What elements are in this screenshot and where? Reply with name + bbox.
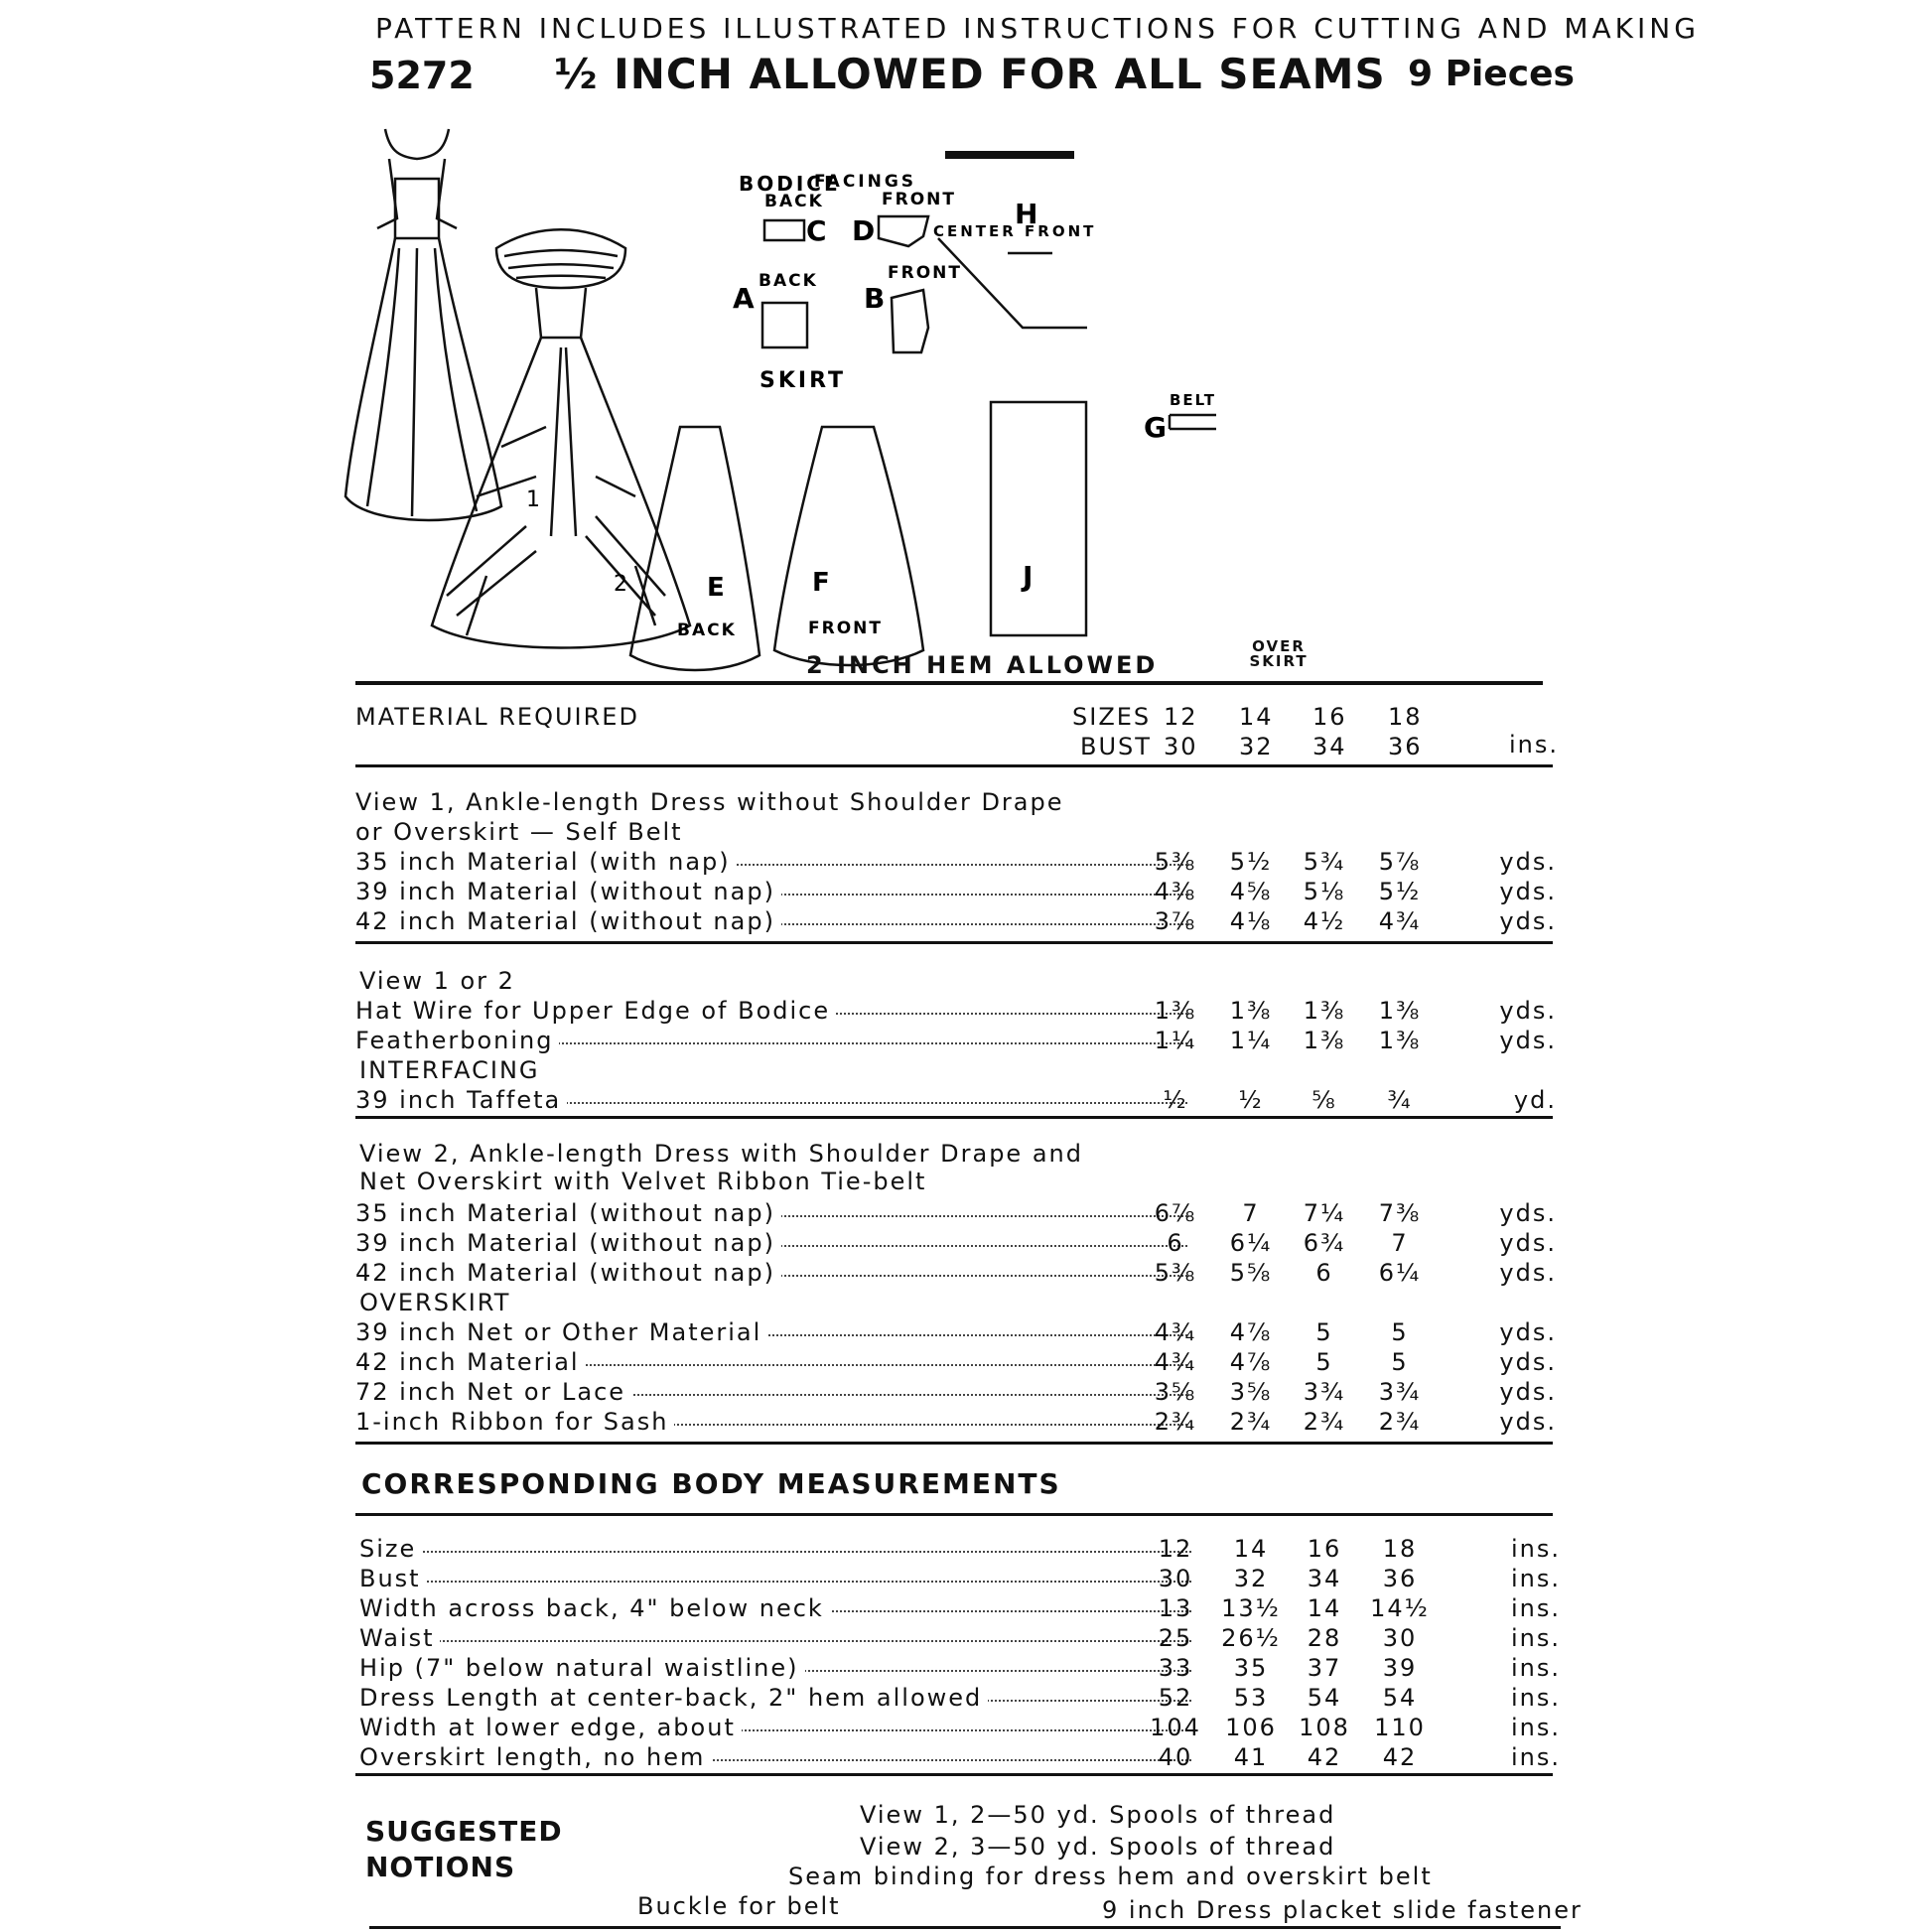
table-row (355, 1086, 1557, 1116)
row-label: Overskirt length, no hem (359, 1743, 711, 1771)
row-value: 110 (1374, 1714, 1426, 1741)
pattern-diagram (338, 99, 1579, 675)
row-value: 30 (1158, 1565, 1193, 1592)
divider-body-bottom (355, 1773, 1553, 1776)
row-unit: ins. (1510, 1684, 1561, 1712)
row-value: 6¼ (1229, 1229, 1273, 1257)
table-row (355, 997, 1557, 1027)
view1-title-line2: or Overskirt — Self Belt (355, 818, 683, 846)
row-value: 14½ (1370, 1594, 1430, 1622)
notions-line4b: 9 inch Dress placket slide fastener (1102, 1896, 1583, 1924)
row-value: 13½ (1221, 1594, 1281, 1622)
row-value: ½ (1238, 1086, 1264, 1114)
row-value: 4¾ (1154, 1348, 1197, 1376)
notions-line4a: Buckle for belt (637, 1892, 841, 1920)
view1-title-line1: View 1, Ankle-length Dress without Shoulder Drape (355, 788, 1064, 816)
row-value: 1⅜ (1229, 997, 1273, 1025)
table-row (355, 848, 1557, 878)
row-value: 2¾ (1378, 1408, 1422, 1436)
row-value: 39 (1382, 1654, 1418, 1682)
row-value: 3⅞ (1154, 907, 1197, 935)
bust-30: 30 (1164, 733, 1198, 760)
row-unit: ins. (1510, 1714, 1561, 1741)
row-value: 4½ (1303, 907, 1346, 935)
row-value: 4⅛ (1229, 907, 1273, 935)
material-title: MATERIAL REQUIRED (355, 703, 639, 731)
row-value: 6⅞ (1154, 1199, 1197, 1227)
divider-view1 (355, 941, 1553, 944)
row-label: Hat Wire for Upper Edge of Bodice (355, 997, 836, 1025)
row-value: 5 (1391, 1348, 1409, 1376)
center-front-label: CENTER FRONT (933, 222, 1097, 240)
row-value: 1¼ (1154, 1027, 1197, 1054)
row-value: 16 (1307, 1535, 1342, 1563)
row-value: 1⅜ (1303, 997, 1346, 1025)
table-row (359, 1535, 1561, 1565)
row-value: 3¾ (1378, 1378, 1422, 1406)
row-value: 5 (1315, 1348, 1333, 1376)
row-label: Width across back, 4" below neck (359, 1594, 830, 1622)
interfacing-title: INTERFACING (359, 1056, 540, 1084)
hem-note: 2 INCH HEM ALLOWED (806, 651, 1159, 679)
bust-34: 34 (1312, 733, 1347, 760)
row-value: 106 (1225, 1714, 1277, 1741)
row-value: 42 (1382, 1743, 1418, 1771)
row-unit: yds. (1499, 997, 1557, 1025)
row-value: 3⅝ (1154, 1378, 1197, 1406)
row-label: 42 inch Material (without nap) (355, 1259, 781, 1287)
row-value: 6 (1167, 1229, 1184, 1257)
piece-b-label: B (864, 282, 886, 315)
row-value: 3¾ (1303, 1378, 1346, 1406)
notions-title-line2: NOTIONS (365, 1851, 516, 1883)
view1-dress-illustration (345, 129, 501, 520)
row-label: Hip (7" below natural waistline) (359, 1654, 805, 1682)
row-value: 6 (1315, 1259, 1333, 1287)
row-value: 1⅜ (1378, 1027, 1422, 1054)
row-value: 4⅜ (1154, 878, 1197, 905)
table-row (359, 1624, 1561, 1654)
h-top-bar (945, 151, 1074, 159)
row-unit: yds. (1499, 848, 1557, 876)
skirt-label: SKIRT (759, 368, 847, 393)
divider-top (355, 681, 1543, 685)
row-label: Bust (359, 1565, 427, 1592)
row-label: 35 inch Material (with nap) (355, 848, 737, 876)
row-value: 4⅝ (1229, 878, 1273, 905)
notions-line1: View 1, 2—50 yd. Spools of thread (860, 1801, 1336, 1829)
dot-leader (359, 1640, 1191, 1642)
row-unit: ins. (1510, 1624, 1561, 1652)
dot-leader (359, 1551, 1191, 1553)
divider-view2 (355, 1442, 1553, 1445)
row-label: Waist (359, 1624, 440, 1652)
row-value: 41 (1233, 1743, 1269, 1771)
notions-line3: Seam binding for dress hem and overskirt belt (788, 1863, 1433, 1890)
divider-bottom (369, 1926, 1561, 1929)
piece-e-label: E (707, 573, 725, 603)
row-value: 36 (1382, 1565, 1418, 1592)
table-row (355, 1259, 1557, 1289)
size-18: 18 (1388, 703, 1423, 731)
row-value: 5¾ (1303, 848, 1346, 876)
row-unit: yds. (1499, 907, 1557, 935)
facing-front-label: FRONT (882, 190, 956, 209)
row-value: 14 (1233, 1535, 1269, 1563)
row-value: 53 (1233, 1684, 1269, 1712)
row-value: 6¾ (1303, 1229, 1346, 1257)
row-label: 39 inch Material (without nap) (355, 1229, 781, 1257)
row-value: 5⅝ (1229, 1259, 1273, 1287)
row-value: 7 (1391, 1229, 1409, 1257)
piece-g-label: G (1144, 411, 1167, 444)
row-unit: ins. (1510, 1654, 1561, 1682)
row-value: 5⅞ (1378, 848, 1422, 876)
overskirt-j-shape (991, 402, 1086, 635)
row-label: Featherboning (355, 1027, 559, 1054)
table-row (359, 1594, 1561, 1624)
h-shape (938, 238, 1087, 328)
row-value: 2¾ (1154, 1408, 1197, 1436)
row-value: 5⅜ (1154, 1259, 1197, 1287)
row-value: 104 (1150, 1714, 1201, 1741)
row-value: 26½ (1221, 1624, 1281, 1652)
table-row (355, 1378, 1557, 1408)
row-label: Dress Length at center-back, 2" hem allowed (359, 1684, 988, 1712)
row-value: 14 (1307, 1594, 1342, 1622)
row-unit: yds. (1499, 1259, 1557, 1287)
row-value: 35 (1233, 1654, 1269, 1682)
table-row (355, 1408, 1557, 1438)
row-unit: ins. (1510, 1594, 1561, 1622)
row-unit: yds. (1499, 1027, 1557, 1054)
row-value: 30 (1382, 1624, 1418, 1652)
row-label: Width at lower edge, about (359, 1714, 742, 1741)
piece-d-label: D (852, 214, 876, 247)
table-row (359, 1714, 1561, 1743)
belt-g-shape (1170, 415, 1216, 429)
row-value: 25 (1158, 1624, 1193, 1652)
row-unit: yds. (1499, 878, 1557, 905)
row-value: 34 (1307, 1565, 1342, 1592)
row-value: 2¾ (1303, 1408, 1346, 1436)
divider-view12 (355, 1116, 1553, 1119)
row-value: 5⅜ (1154, 848, 1197, 876)
row-value: 13 (1158, 1594, 1193, 1622)
view2-number: 2 (614, 572, 627, 597)
row-label: 39 inch Net or Other Material (355, 1318, 767, 1346)
row-label: 72 inch Net or Lace (355, 1378, 631, 1406)
row-value: 54 (1307, 1684, 1342, 1712)
row-label: 35 inch Material (without nap) (355, 1199, 781, 1227)
piece-c-label: C (806, 214, 827, 247)
row-value: 5 (1391, 1318, 1409, 1346)
bust-unit: ins. (1509, 731, 1560, 759)
row-value: 4⅞ (1229, 1318, 1273, 1346)
row-value: 1⅜ (1378, 997, 1422, 1025)
row-label: 39 inch Taffeta (355, 1086, 567, 1114)
facing-d-shape (879, 216, 928, 246)
row-value: 2¾ (1229, 1408, 1273, 1436)
piece-h-label: H (1015, 198, 1038, 230)
table-row (359, 1743, 1561, 1773)
row-value: 5½ (1229, 848, 1273, 876)
facing-c-shape (764, 220, 804, 240)
bust-36: 36 (1388, 733, 1423, 760)
table-row (359, 1684, 1561, 1714)
row-unit: yds. (1499, 1408, 1557, 1436)
row-label: 39 inch Material (without nap) (355, 878, 781, 905)
row-value: 1⅜ (1303, 1027, 1346, 1054)
row-value: ⅝ (1311, 1086, 1337, 1114)
row-unit: yds. (1499, 1318, 1557, 1346)
body-title: CORRESPONDING BODY MEASUREMENTS (361, 1467, 1061, 1500)
row-value: 4¾ (1154, 1318, 1197, 1346)
row-unit: yds. (1499, 1378, 1557, 1406)
row-value: ¾ (1387, 1086, 1413, 1114)
row-value: 7 (1242, 1199, 1260, 1227)
table-row (359, 1565, 1561, 1594)
table-row (359, 1654, 1561, 1684)
header-instructions: PATTERN INCLUDES ILLUSTRATED INSTRUCTIONS FOR CUTTING AND MAKING (375, 12, 1700, 45)
view2-title-line2: Net Overskirt with Velvet Ribbon Tie-belt (359, 1168, 927, 1195)
row-value: 54 (1382, 1684, 1418, 1712)
row-label: 42 inch Material (355, 1348, 586, 1376)
table-row (355, 1027, 1557, 1056)
row-value: 4¾ (1378, 907, 1422, 935)
row-value: 52 (1158, 1684, 1193, 1712)
row-unit: yd. (1513, 1086, 1557, 1114)
row-label: Size (359, 1535, 422, 1563)
row-value: 28 (1307, 1624, 1342, 1652)
skirt-back-label: BACK (677, 621, 737, 640)
row-value: 6¼ (1378, 1259, 1422, 1287)
row-unit: yds. (1499, 1199, 1557, 1227)
row-value: ½ (1163, 1086, 1188, 1114)
row-value: 1¼ (1229, 1027, 1273, 1054)
size-16: 16 (1312, 703, 1347, 731)
piece-a-label: A (733, 282, 755, 315)
row-value: 3⅝ (1229, 1378, 1273, 1406)
row-value: 7¼ (1303, 1199, 1346, 1227)
view1-number: 1 (526, 487, 540, 512)
notions-line2: View 2, 3—50 yd. Spools of thread (860, 1833, 1336, 1861)
table-row (355, 1348, 1557, 1378)
bust-label: BUST (1080, 733, 1152, 760)
row-value: 5⅛ (1303, 878, 1346, 905)
row-value: 1⅜ (1154, 997, 1197, 1025)
table-row (355, 878, 1557, 907)
pattern-number: 5272 (369, 54, 475, 97)
piece-f-label: F (812, 568, 830, 598)
row-value: 7⅜ (1378, 1199, 1422, 1227)
size-14: 14 (1239, 703, 1274, 731)
divider-body-top (355, 1513, 1553, 1516)
table-row (355, 1318, 1557, 1348)
row-value: 42 (1307, 1743, 1342, 1771)
bodice-b-shape (892, 290, 928, 352)
dot-leader (359, 1581, 1191, 1583)
bust-32: 32 (1239, 733, 1274, 760)
view2-dress-illustration (432, 229, 690, 647)
row-label: 42 inch Material (without nap) (355, 907, 781, 935)
overskirt-label: OVER SKIRT (1249, 637, 1309, 670)
row-value: 5½ (1378, 878, 1422, 905)
row-value: 5 (1315, 1318, 1333, 1346)
table-row (355, 907, 1557, 937)
piece-j-label: J (1023, 560, 1034, 593)
divider-material (355, 764, 1553, 767)
sizes-label: SIZES (1072, 703, 1152, 731)
row-unit: ins. (1510, 1743, 1561, 1771)
row-unit: ins. (1510, 1535, 1561, 1563)
facing-back-label: BACK (764, 192, 824, 211)
row-value: 12 (1158, 1535, 1193, 1563)
belt-label: BELT (1170, 391, 1216, 409)
row-value: 108 (1299, 1714, 1350, 1741)
view12-title: View 1 or 2 (359, 967, 515, 995)
seam-allowance-title: ½ INCH ALLOWED FOR ALL SEAMS (554, 50, 1386, 98)
bodice-label: BODICE (739, 172, 841, 196)
row-unit: yds. (1499, 1229, 1557, 1257)
row-value: 37 (1307, 1654, 1342, 1682)
row-value: 18 (1382, 1535, 1418, 1563)
skirt-front-label: FRONT (808, 619, 883, 638)
row-unit: yds. (1499, 1348, 1557, 1376)
table-row (355, 1229, 1557, 1259)
size-12: 12 (1164, 703, 1198, 731)
bodice-a-shape (762, 303, 807, 347)
bodice-front-label: FRONT (888, 263, 962, 283)
row-value: 33 (1158, 1654, 1193, 1682)
overskirt-title: OVERSKIRT (359, 1289, 511, 1316)
facings-label: FACINGS (814, 172, 917, 192)
row-value: 32 (1233, 1565, 1269, 1592)
row-label: 1-inch Ribbon for Sash (355, 1408, 674, 1436)
row-value: 4⅞ (1229, 1348, 1273, 1376)
table-row (355, 1199, 1557, 1229)
notions-title-line1: SUGGESTED (365, 1815, 563, 1848)
piece-count: 9 Pieces (1408, 54, 1575, 94)
row-unit: ins. (1510, 1565, 1561, 1592)
bodice-back-label: BACK (759, 271, 818, 291)
view2-title-line1: View 2, Ankle-length Dress with Shoulder Drape and (359, 1140, 1083, 1168)
row-value: 40 (1158, 1743, 1193, 1771)
